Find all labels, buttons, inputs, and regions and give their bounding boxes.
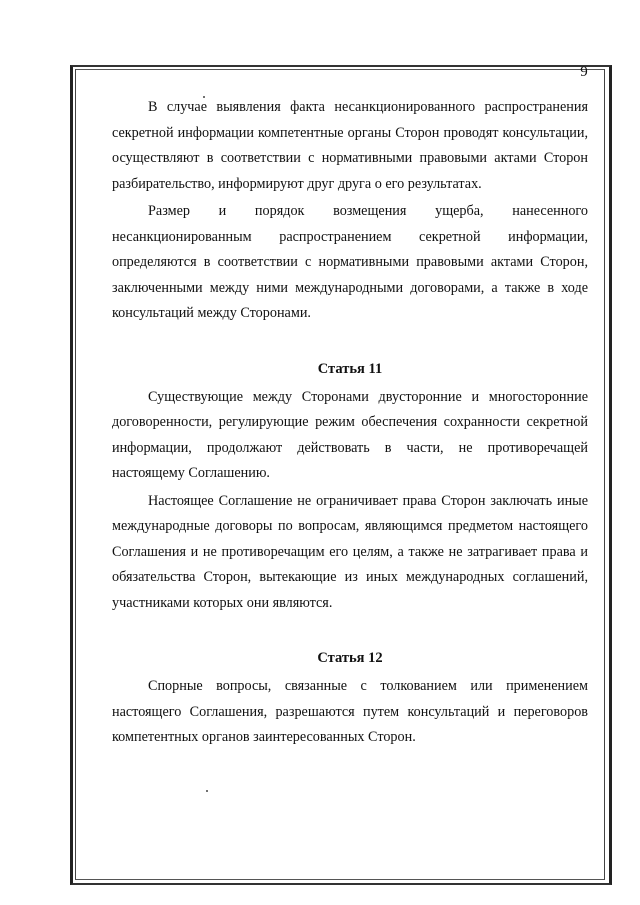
document-body (112, 95, 588, 751)
page-number: 9 (580, 64, 588, 80)
paragraph: Размер и порядок возмещения ущерба, нанесенного несанкционированным распространением секретной информации, определяются в соответствии с нормативными правовыми актами Сторон, заключенными между ними международными договорами, а также в ходе консультаций между Сторонами. (112, 203, 588, 321)
scan-speck (206, 790, 208, 792)
paragraph: Настоящее Соглашение не ограничивает права Сторон заключать иные международные договоры по вопросам, являющимся предметом настоящего Соглашения и не противоречащим его целям, а также не затрагивает права и обязательства Сторон, вытекающие из иных международных соглашений, участниками которых они являются. (112, 492, 588, 611)
paragraph: Спорные вопросы, связанные с толкованием или применением настоящего Соглашения, разрешаются путем консультаций и переговоров компетентных органов заинтересованных Сторон. (112, 678, 588, 745)
scan-speck (203, 96, 205, 98)
paragraph: Существующие между Сторонами двусторонние и многосторонние договоренности, регулирующие режим обеспечения сохранности секретной информации, продолжают действовать в части, не противоречащей настоящему Соглашению. (112, 388, 588, 481)
article-12-title: Статья 12 (317, 650, 383, 666)
article-11-title: Статья 11 (317, 360, 383, 377)
paragraph: В случае выявления факта несанкционированного распространения секретной информации компетентные органы Сторон проводят консультации, осуществляют в соответствии с нормативными правовыми актами Сторон разбирательство, информируют друг друга о его результатах. (112, 99, 588, 192)
